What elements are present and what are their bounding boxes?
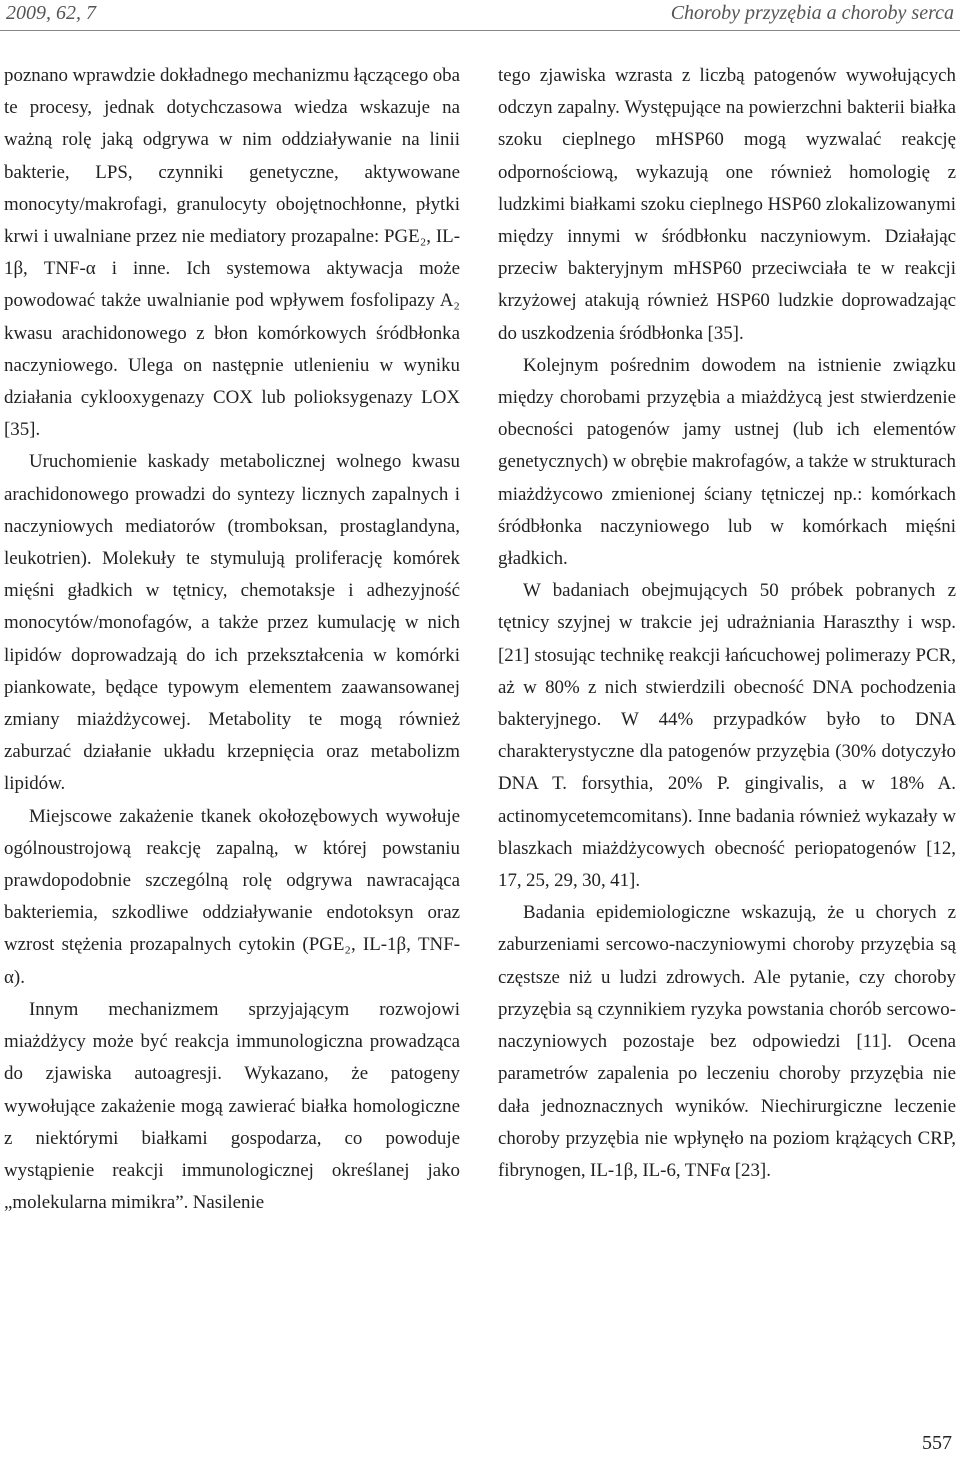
header-divider [0,30,960,31]
right-text-column [498,60,956,1187]
running-header [0,0,960,34]
running-title: Choroby przyzębia a choroby serca [670,2,954,24]
page-number: 557 [922,1432,952,1454]
paragraph: Kolejnym pośrednim dowodem na istnienie związku między chorobami przyzębia a miażdżycą jest stwierdzenie obecności patogenów jamy ustnej (lub ich elementów genetycznych) w obrębie makrofagów, a także w strukturach miażdżycowo zmienionej ściany tętniczej np.: komórkach śródbłonka naczyniowego lub w komórkach mięśni gładkich. [498,354,956,570]
paragraph: Innym mechanizmem sprzyjającym rozwojowi miażdżycy może być reakcja immunologiczna prowadząca do zjawiska autoagresji. Wykazano, że patogeny wywołujące zakażenie mogą zawierać białka homologiczne z niektórymi białkami gospodarza, co powoduje wystąpienie reakcji immunologicznej określanej jako „molekularna mimikra”. Nasilenie [4,998,460,1214]
paragraph: W badaniach obejmujących 50 próbek pobranych z tętnicy szyjnej w trakcie jej udrażniania Haraszthy i wsp. [21] stosując technikę reakcji łańcuchowej polimerazy PCR, aż w 80% z nich stwierdzili obecność DNA pochodzenia bakteryjnego. W 44% przypadków było to DNA charakterystyczne dla patogenów przyzębia (30% dotyczyło DNA T. forsythia, 20% P. gingivalis, a w 18% A. actinomycetemcomitans). Inne badania również wykazały w blaszkach miażdżycowych obecność periopatogenów [12, 17, 25, 29, 30, 41]. [498,580,956,892]
paragraph: Uruchomienie kaskady metabolicznej wolnego kwasu arachidonowego prowadzi do syntezy licznych zapalnych i naczyniowych mediatorów (tromboksan, prostaglandyna, leukotrien). Molekuły te stymulują proliferację komórek mięśni gładkich w tętnicy, chemotaksje i adhezyjność monocytów/monofagów, a także przez kumulację w nich lipidów doprowadzają do ich przekształcenia w komórki piankowate, będące typowym elementem zaawansowanej zmiany miażdżycowej. Metabolity te mogą również zaburzać działanie układu krzepnięcia oraz metabolizm lipidów. [4,451,460,795]
paragraph: Miejscowe zakażenie tkanek okołozębowych wywołuje ogólnoustrojową reakcję zapalną, w której powstaniu prawdopodobnie szczególną rolę odgrywa nawracająca bakteriemia, szkodliwe oddziaływanie endotoksyn oraz wzrost stężenia prozapalnych cytokin (PGE₂, IL-1β, TNF-α). [4,805,460,988]
paragraph: Badania epidemiologiczne wskazują, że u chorych z zaburzeniami sercowo-naczyniowymi choroby przyzębia są częstsze niż u ludzi zdrowych. Ale pytanie, czy choroby przyzębia są czynnikiem ryzyka powstania chorób sercowo-naczyniowych pozostaje bez odpowiedzi [11]. Ocena parametrów zapalenia po leczeniu choroby przyzębia nie dała jednoznacznych wyników. Niechirurgiczne leczenie choroby przyzębia nie wpłynęło na poziom krążących CRP, fibrynogen, IL-1β, IL-6, TNFα [23]. [498,902,956,1181]
left-text-column [4,60,460,1219]
journal-issue-label: 2009, 62, 7 [6,2,96,24]
paragraph: poznano wprawdzie dokładnego mechanizmu łączącego oba te procesy, jednak dotychczasowa wiedza wskazuje na ważną rolę jaką odgrywa w nim oddziaływanie na linii bakterie, LPS, czynniki genetyczne, aktywowane monocyty/makrofagi, granulocyty obojętnochłonne, płytki krwi i uwalniane przez nie mediatory prozapalne: PGE₂, IL-1β, TNF-α i inne. Ich systemowa aktywacja może powodować także uwalnianie pod wpływem fosfolipazy A₂ kwasu arachidonowego z błon komórkowych śródbłonka naczyniowego. Ulega on następnie utlenieniu w wyniku działania cyklooxygenazy COX lub polioksygenazy LOX [35]. [4,65,460,441]
paragraph: tego zjawiska wzrasta z liczbą patogenów wywołujących odczyn zapalny. Występujące na powierzchni bakterii białka szoku cieplnego mHSP60 mogą wyzwalać reakcję odpornościową, wykazują one również homologię z ludzkimi białkami szoku cieplnego HSP60 zlokalizowanymi między innymi w śródbłonku naczyniowym. Działając przeciw bakteryjnym mHSP60 przeciwciała te w reakcji krzyżowej atakują również HSP60 ludzkie doprowadzając do uszkodzenia śródbłonka [35]. [498,65,956,344]
